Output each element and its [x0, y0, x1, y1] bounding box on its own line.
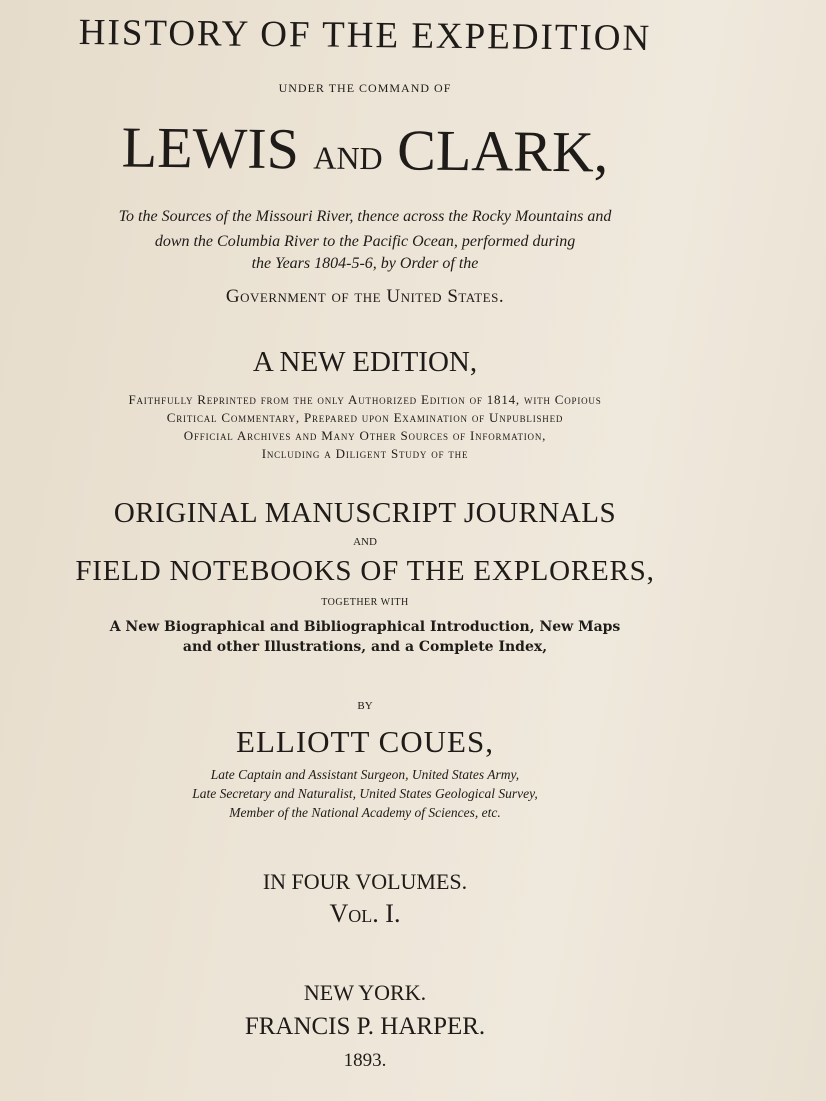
edition-desc-line: Faithfully Reprinted from the only Authorized Edition of 1814, with Copious — [128, 392, 602, 407]
together-with: TOGETHER WITH — [321, 597, 409, 608]
government: Government of the United States. — [225, 286, 505, 307]
edition: A NEW EDITION, — [252, 346, 478, 378]
credential-line: Member of the National Academy of Sciences, etc. — [229, 805, 501, 820]
edition-desc-line: Official Archives and Many Other Sources of Information, — [183, 428, 547, 443]
volume-number: Vol. I. — [329, 899, 401, 928]
name-lewis: LEWIS — [121, 114, 300, 182]
intro-line: A New Biographical and Bibliographical Introduction, New Maps — [109, 619, 621, 635]
volumes: IN FOUR VOLUMES. — [262, 869, 468, 894]
name-and: AND — [313, 139, 383, 177]
edition-desc-line: Including a Diligent Study of the — [261, 446, 469, 461]
by: BY — [357, 700, 373, 712]
city: NEW YORK. — [303, 980, 427, 1005]
subtitle-line: the Years 1804-5-6, by Order of the — [251, 255, 479, 272]
subtitle-line: To the Sources of the Missouri River, thence across the Rocky Mountains and — [118, 208, 612, 225]
edition-desc-line: Critical Commentary, Prepared upon Examination of Unpublished — [166, 410, 564, 425]
notebooks: FIELD NOTEBOOKS OF THE EXPLORERS, — [75, 555, 655, 587]
names-line — [0, 114, 730, 194]
year: 1893. — [343, 1050, 387, 1071]
name-clark: CLARK, — [396, 117, 609, 185]
credential-line: Late Captain and Assistant Surgeon, United States Army, — [210, 767, 520, 782]
under-command: UNDER THE COMMAND OF — [278, 81, 452, 95]
intro-line: and other Illustrations, and a Complete Index, — [182, 639, 548, 655]
publisher: FRANCIS P. HARPER. — [244, 1013, 486, 1040]
credential-line: Late Secretary and Naturalist, United States Geological Survey, — [192, 786, 538, 801]
subtitle-line: down the Columbia River to the Pacific Ocean, performed during — [154, 233, 576, 250]
author: ELLIOTT COUES, — [236, 724, 494, 759]
journals: ORIGINAL MANUSCRIPT JOURNALS — [113, 497, 617, 529]
title-line: HISTORY OF THE EXPEDITION — [78, 12, 652, 59]
and-small: AND — [353, 536, 377, 548]
